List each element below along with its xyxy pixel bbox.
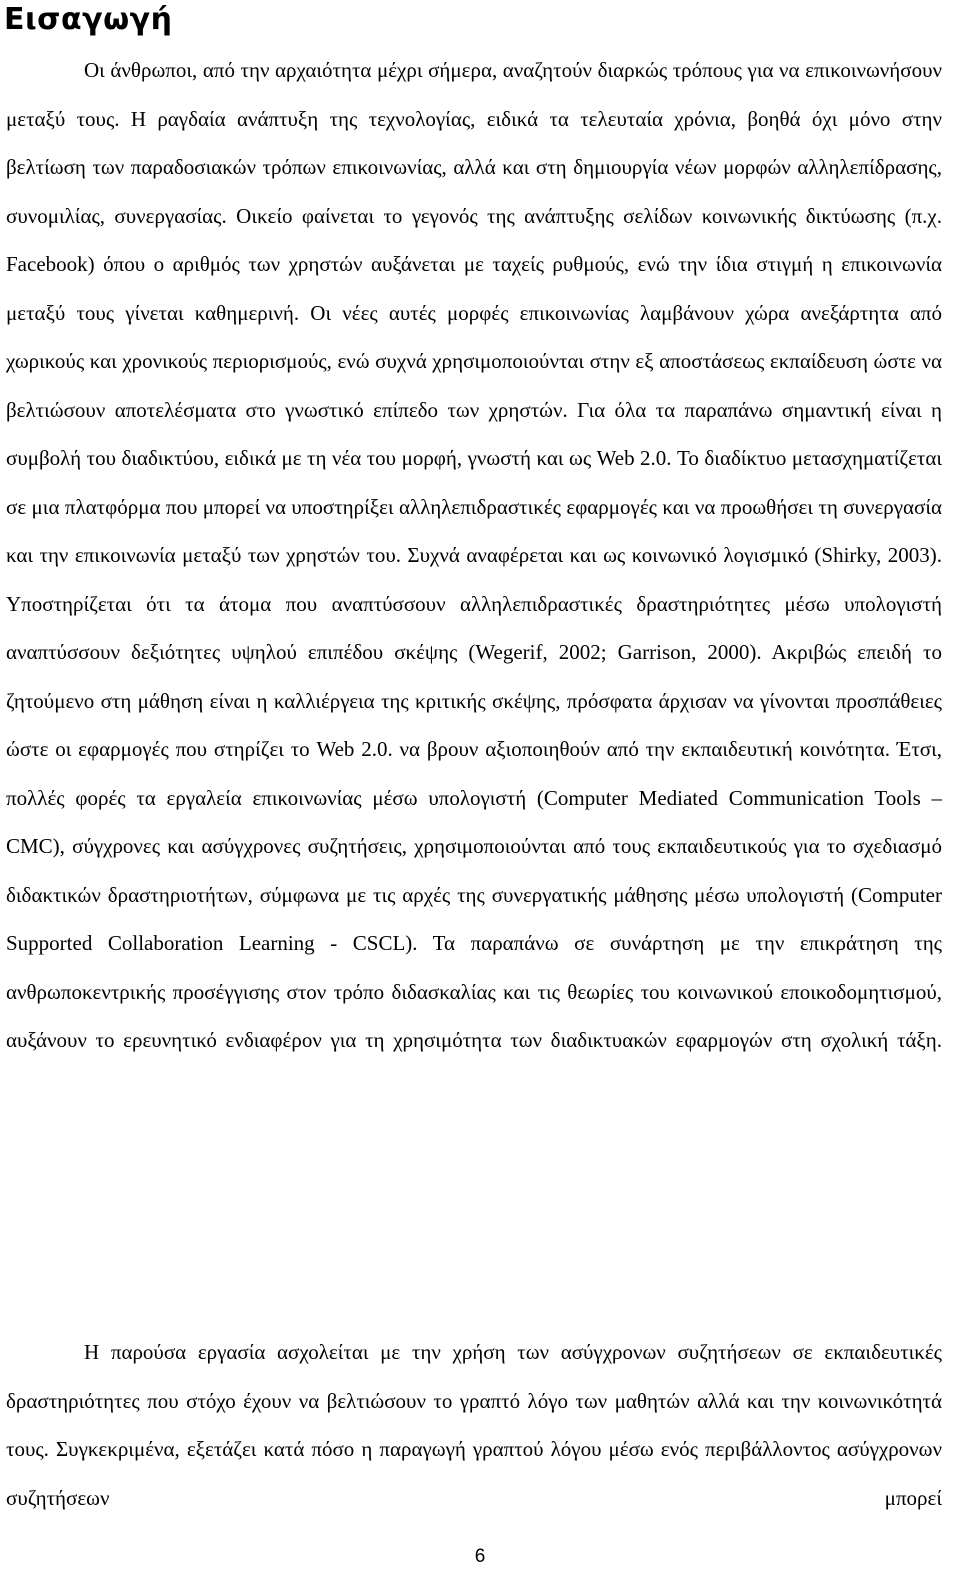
page-number: 6	[474, 1546, 486, 1567]
body-paragraph-1: Οι άνθρωποι, από την αρχαιότητα μέχρι σήμερα, αναζητούν διαρκώς τρόπους για να επικοινωνήσουν μεταξύ τους. Η ραγδαία ανάπτυξη της τεχνολογίας, ειδικά τα τελευταία χρόνια, βοηθά όχι μόνο στην βελτίωση των παραδοσιακών τρόπων επικοινωνίας, αλλά και στη δημιουργία νέων μορφών αλληλεπίδρασης, συνομιλίας, συνεργασίας. Οικείο φαίνεται το γεγονός της ανάπτυξης σελίδων κοινωνικής δικτύωσης (π.χ. Facebook) όπου ο αριθμός των χρηστών αυξάνεται με ταχείς ρυθμούς, ενώ την ίδια στιγμή η επικοινωνία μεταξύ τους γίνεται καθημερινή. Οι νέες αυτές μορφές επικοινωνίας λαμβάνουν χώρα ανεξάρτητα από χωρικούς και χρονικούς περιορισμούς, ενώ συχνά χρησιμοποιούνται στην εξ αποστάσεως εκπαίδευση ώστε να βελτιώσουν αποτελέσματα στο γνωστικό επίπεδο των χρηστών. Για όλα τα παραπάνω σημαντική είναι η συμβολή του διαδικτύου, ειδικά με τη νέα του μορφή, γνωστή και ως Web 2.0. Το διαδίκτυο μετασχηματίζεται σε μια πλατφόρμα που μπορεί να υποστηρίξει αλληλεπιδραστικές εφαρμογές και να προωθήσει τη συνεργασία και την επικοινωνία μεταξύ των χρηστών του. Συχνά αναφέρεται και ως κοινωνικό λογισμικό (Shirky, 2003). Υποστηρίζεται ότι τα άτομα που αναπτύσσουν αλληλεπιδραστικές δραστηριότητες μέσω υπολογιστή αναπτύσσουν δεξιότητες υψηλού επιπέδου σκέψης (Wegerif, 2002; Garrison, 2000). Ακριβώς επειδή το ζητούμενο στη μάθηση είναι η καλλιέργεια της κριτικής σκέψης, πρόσφατα άρχισαν να γίνονται προσπάθειες ώστε οι εφαρμογές που στηρίζει το Web 2.0. να βρουν αξιοποιηθούν από την εκπαιδευτική κοινότητα. Έτσι, πολλές φορές τα εργαλεία επικοινωνίας μέσω υπολογιστή (Computer Mediated Communication Tools – CMC), σύγχρονες και ασύγχρονες συζητήσεις, χρησιμοποιούνται από τους εκπαιδευτικούς για το σχεδιασμό διδακτικών δραστηριοτήτων, σύμφωνα με τις αρχές της συνεργατικής μάθησης μέσω υπολογιστή (Computer Supported Collaboration Learning - CSCL). Τα παραπάνω σε συνάρτηση με την επικράτηση της ανθρωποκεντρικής προσέγγισης στον τρόπο διδασκαλίας και τις θεωρίες του κοινωνικού εποικοδομητισμού, αυξάνουν το ερευνητικό ενδιαφέρον για τη χρησιμότητα των διαδικτυακών εφαρμογών στη σχολική τάξη.	[6, 58, 942, 1052]
section-heading: Εισαγωγή	[4, 2, 173, 37]
body-paragraph-2: Η παρούσα εργασία ασχολείται με την χρήση των ασύγχρονων συζητήσεων σε εκπαιδευτικές δραστηριότητες που στόχο έχουν να βελτιώσουν το γραπτό λόγο των μαθητών αλλά και την κοινωνικότητά τους. Συγκεκριμένα, εξετάζει κατά πόσο η παραγωγή γραπτού λόγου μέσω ενός περιβάλλοντος ασύγχρονων συζητήσεων μπορεί	[6, 1340, 942, 1510]
